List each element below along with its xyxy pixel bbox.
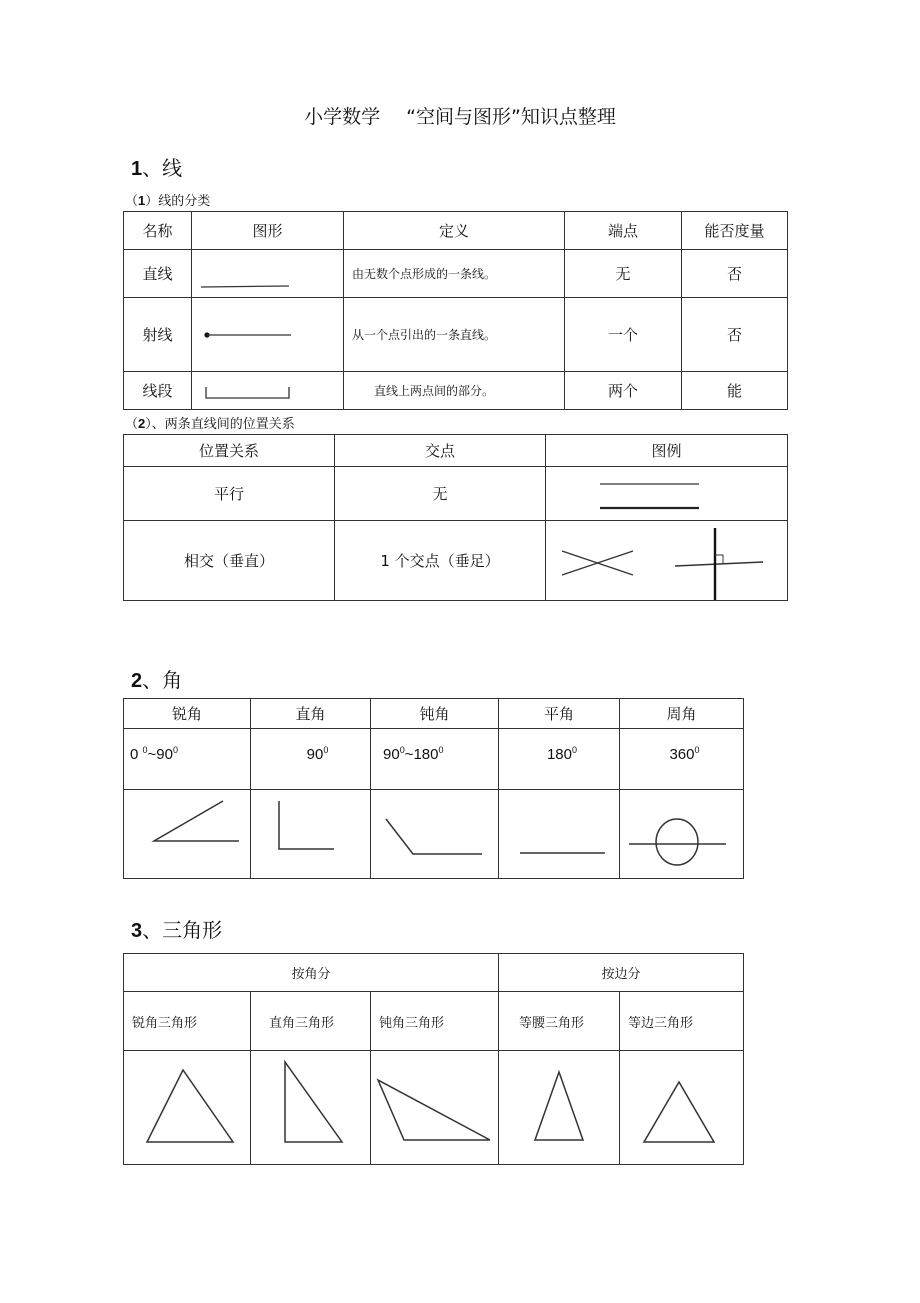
header-relation: 位置关系 bbox=[124, 435, 335, 467]
row-measurable: 能 bbox=[682, 372, 788, 410]
table-header-row bbox=[124, 435, 788, 467]
intersecting-lines-icon bbox=[546, 521, 788, 601]
row-name: 线段 bbox=[124, 372, 192, 410]
segment-icon bbox=[192, 372, 344, 410]
group-by-angle: 按角分 bbox=[124, 954, 499, 992]
triangle-table bbox=[123, 953, 744, 1165]
row-name: 直线 bbox=[124, 250, 192, 298]
row-name: 射线 bbox=[124, 298, 192, 372]
row-endpoints: 两个 bbox=[565, 372, 682, 410]
subheading-line-classification: （1）线的分类 bbox=[125, 193, 211, 209]
header-right-angle: 直角 bbox=[251, 699, 371, 729]
type-obtuse-triangle: 钝角三角形 bbox=[371, 992, 499, 1051]
row-relation: 平行 bbox=[124, 467, 335, 521]
table-row bbox=[124, 521, 788, 601]
row-intersection: 1 个交点（垂足） bbox=[335, 521, 546, 601]
straight-angle-icon bbox=[499, 790, 620, 879]
acute-angle-range: 0 $^0\sim 90^0$ bbox=[124, 729, 251, 790]
table-row bbox=[124, 372, 788, 410]
header-measurable: 能否度量 bbox=[682, 212, 788, 250]
line-icon bbox=[192, 250, 344, 298]
equilateral-triangle-icon bbox=[620, 1051, 744, 1165]
header-definition: 定义 bbox=[344, 212, 565, 250]
header-example: 图例 bbox=[546, 435, 788, 467]
subheading-text: 线的分类 bbox=[158, 194, 211, 209]
line-classification-table bbox=[123, 211, 788, 410]
row-definition: 由无数个点形成的一条线。 bbox=[344, 250, 565, 298]
group-by-side: 按边分 bbox=[499, 954, 744, 992]
header-full-angle: 周角 bbox=[620, 699, 744, 729]
section3-heading-text: 、三角形 bbox=[142, 918, 223, 942]
subheading-text: 、两条直线间的位置关系 bbox=[151, 417, 295, 432]
section3-heading-num: 3 bbox=[131, 920, 143, 942]
obtuse-angle-icon bbox=[371, 790, 499, 879]
table-row bbox=[124, 1051, 744, 1165]
row-definition: 从一个点引出的一条直线。 bbox=[344, 298, 565, 372]
header-intersection: 交点 bbox=[335, 435, 546, 467]
header-figure: 图形 bbox=[192, 212, 344, 250]
row-endpoints: 无 bbox=[565, 250, 682, 298]
line-relation-table bbox=[123, 434, 788, 601]
row-measurable: 否 bbox=[682, 250, 788, 298]
title-part1: 小学数学 bbox=[304, 106, 381, 128]
full-angle-value: $360^0$ bbox=[620, 729, 744, 790]
table-row bbox=[124, 992, 744, 1051]
row-endpoints: 一个 bbox=[565, 298, 682, 372]
header-endpoints: 端点 bbox=[565, 212, 682, 250]
isosceles-triangle-icon bbox=[499, 1051, 620, 1165]
right-triangle-icon bbox=[251, 1051, 371, 1165]
obtuse-triangle-icon bbox=[371, 1051, 499, 1165]
table-header-row bbox=[124, 699, 744, 729]
subheading-num: 1 bbox=[138, 193, 146, 208]
section1-heading-text: 、线 bbox=[142, 156, 183, 180]
page-title bbox=[0, 102, 920, 129]
right-angle-value: $90^0$ bbox=[251, 729, 371, 790]
type-right-triangle: 直角三角形 bbox=[251, 992, 371, 1051]
table-row bbox=[124, 729, 744, 790]
header-straight-angle: 平角 bbox=[499, 699, 620, 729]
row-measurable: 否 bbox=[682, 298, 788, 372]
row-relation: 相交（垂直） bbox=[124, 521, 335, 601]
header-obtuse-angle: 钝角 bbox=[371, 699, 499, 729]
section1-heading bbox=[131, 152, 182, 181]
right-angle-icon bbox=[251, 790, 371, 879]
table-header-row bbox=[124, 212, 788, 250]
section2-heading-num: 2 bbox=[131, 670, 143, 692]
table-row bbox=[124, 250, 788, 298]
acute-angle-icon bbox=[124, 790, 251, 879]
table-row bbox=[124, 790, 744, 879]
section3-heading bbox=[131, 914, 222, 943]
full-angle-icon bbox=[620, 790, 744, 879]
table-row bbox=[124, 467, 788, 521]
row-intersection: 无 bbox=[335, 467, 546, 521]
row-definition: 直线上两点间的部分。 bbox=[344, 372, 565, 410]
parallel-lines-icon bbox=[546, 467, 788, 521]
type-isosceles-triangle: 等腰三角形 bbox=[499, 992, 620, 1051]
section2-heading-text: 、角 bbox=[142, 668, 183, 692]
table-header-row bbox=[124, 954, 744, 992]
table-row bbox=[124, 298, 788, 372]
header-name: 名称 bbox=[124, 212, 192, 250]
title-part2: “空间与图形”知识点整理 bbox=[406, 106, 616, 128]
subheading-line-relations: （2）、两条直线间的位置关系 bbox=[125, 416, 295, 432]
acute-triangle-icon bbox=[124, 1051, 251, 1165]
ray-icon bbox=[192, 298, 344, 372]
header-acute-angle: 锐角 bbox=[124, 699, 251, 729]
subheading-num: 2 bbox=[138, 416, 146, 431]
type-acute-triangle: 锐角三角形 bbox=[124, 992, 251, 1051]
straight-angle-value: $180^0$ bbox=[499, 729, 620, 790]
obtuse-angle-range: $90^0\sim 180^0$ bbox=[371, 729, 499, 790]
angle-table bbox=[123, 698, 744, 879]
section2-heading bbox=[131, 664, 182, 693]
type-equilateral-triangle: 等边三角形 bbox=[620, 992, 744, 1051]
section1-heading-num: 1 bbox=[131, 158, 143, 180]
